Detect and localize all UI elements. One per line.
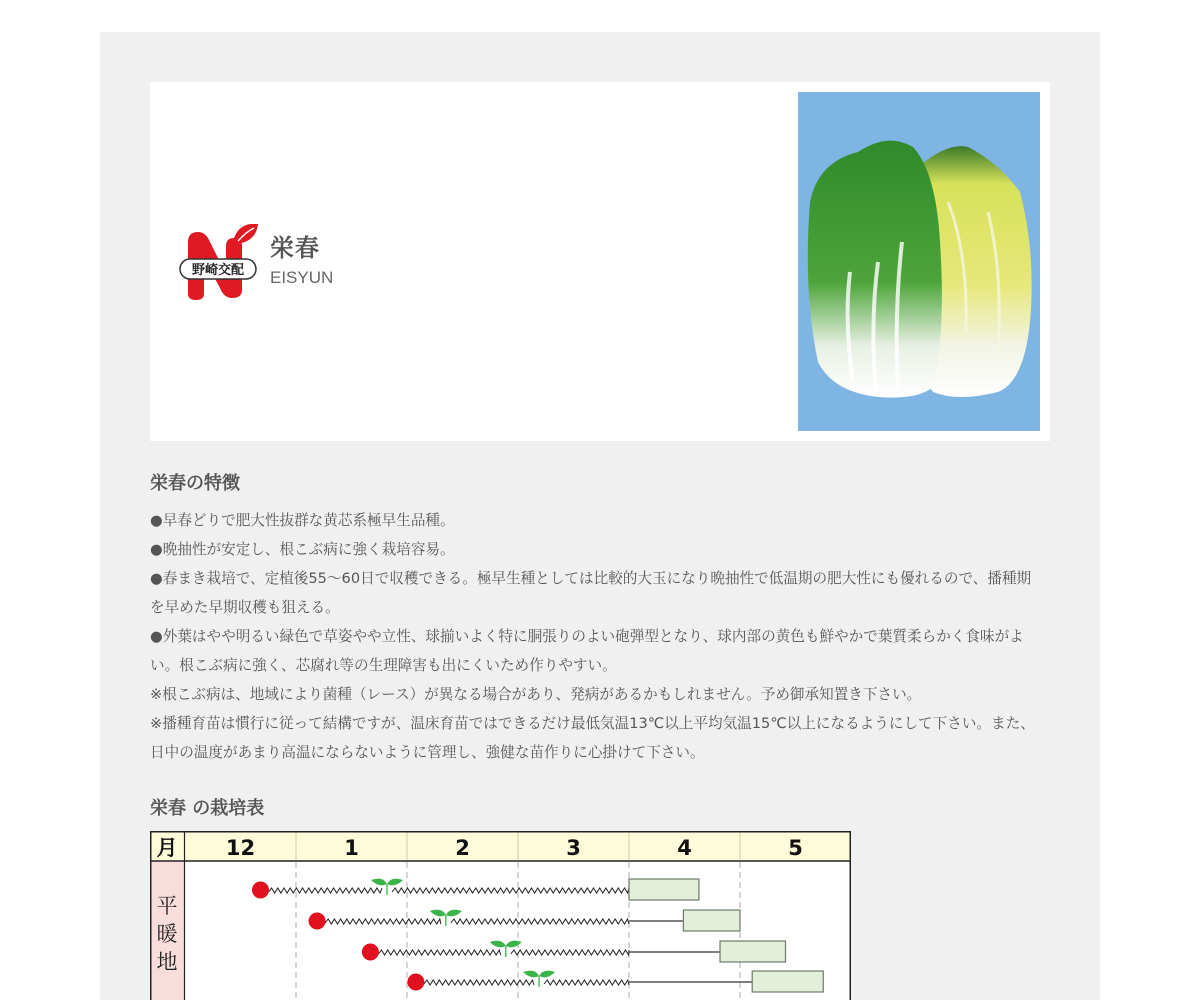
region-label-char: 平 bbox=[156, 894, 178, 918]
features-title: 栄春の特徴 bbox=[150, 473, 240, 494]
month-label: 4 bbox=[677, 836, 692, 860]
month-label: 3 bbox=[566, 836, 581, 860]
sowing-dot bbox=[309, 913, 326, 930]
schedule-title: 栄春 の栽培表 bbox=[150, 798, 265, 819]
features-list bbox=[150, 506, 1040, 767]
content-panel bbox=[100, 32, 1100, 1000]
month-label: 1 bbox=[344, 836, 359, 860]
product-name-jp: 栄春 bbox=[270, 234, 320, 262]
sowing-dot bbox=[407, 974, 424, 991]
product-header-card bbox=[150, 82, 1050, 441]
month-label: 2 bbox=[455, 836, 470, 860]
feature-note: ※播種育苗は慣行に従って結構ですが、温床育苗ではできるだけ最低気温13℃以上平均気温15℃以上になるようにして下さい。また、日中の温度があまり高温にならないように管理し、強健な苗作りに心掛けて下さい。 bbox=[150, 715, 1035, 761]
month-label: 12 bbox=[225, 836, 256, 860]
harvest-period-bar bbox=[629, 879, 699, 900]
product-name-en: EISYUN bbox=[270, 268, 334, 287]
sowing-dot bbox=[362, 944, 379, 961]
month-label: 5 bbox=[788, 836, 803, 860]
harvest-period-bar bbox=[720, 941, 785, 962]
product-photo bbox=[798, 92, 1040, 431]
product-title-block bbox=[270, 232, 333, 290]
cultivation-schedule-table bbox=[150, 831, 851, 1000]
region-label-char: 暖 bbox=[156, 922, 178, 946]
month-header-label: 月 bbox=[156, 836, 178, 860]
schedule-chart bbox=[150, 831, 851, 1000]
brand-logo-icon bbox=[178, 224, 258, 300]
brand-logo-text: 野崎交配 bbox=[191, 263, 245, 278]
feature-line: ●晩抽性が安定し、根こぶ病に強く栽培容易。 bbox=[150, 541, 455, 558]
feature-note: ※根こぶ病は、地域により菌種（レース）が異なる場合があり、発病があるかもしれません。予め御承知置き下さい。 bbox=[150, 686, 922, 703]
chinese-cabbage-photo-icon bbox=[798, 92, 1040, 431]
feature-line: ●外葉はやや明るい緑色で草姿やや立性、球揃いよく特に胴張りのよい砲弾型となり、球内部の黄色も鮮やかで葉質柔らかく食味がよい。根こぶ病に強く、芯腐れ等の生理障害も出にくいため作りやすい。 bbox=[150, 628, 1024, 674]
feature-line: ●春まき栽培で、定植後55〜60日で収穫できる。極早生種としては比較的大玉になり晩抽性で低温期の肥大性にも優れるので、播種期を早めた早期収穫も狙える。 bbox=[150, 570, 1032, 616]
month-header-row bbox=[152, 833, 850, 861]
harvest-period-bar bbox=[752, 971, 823, 992]
feature-line: ●早春どりで肥大性抜群な黄芯系極早生品種。 bbox=[150, 512, 455, 529]
region-label-char: 地 bbox=[156, 950, 178, 974]
sowing-dot bbox=[252, 882, 269, 899]
harvest-period-bar bbox=[683, 910, 740, 931]
